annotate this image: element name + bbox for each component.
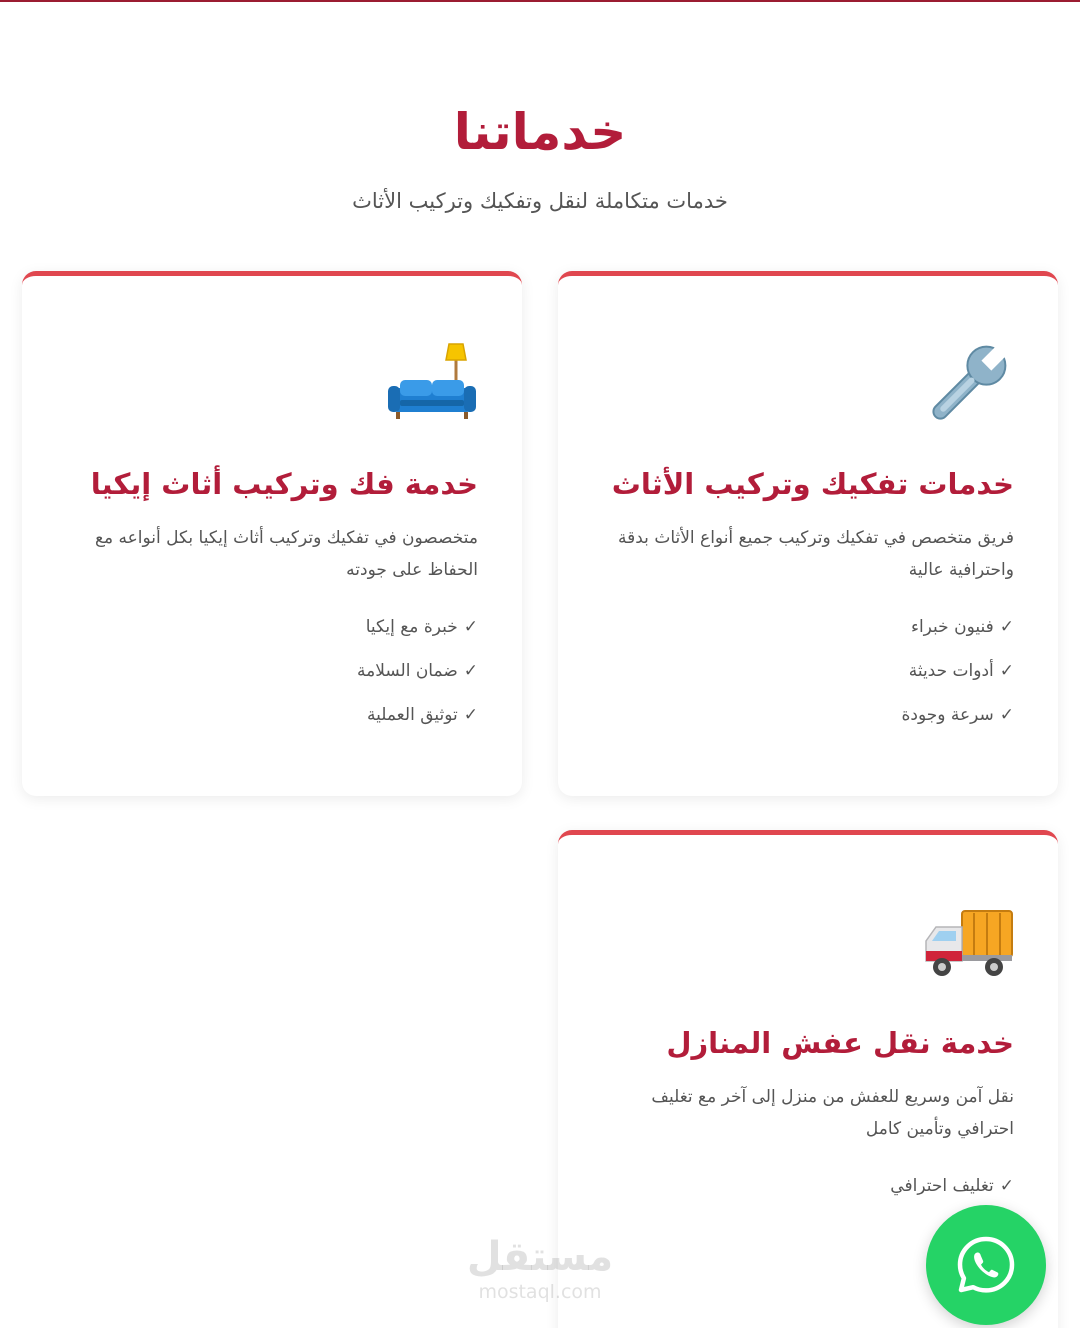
watermark-arabic: مستقل xyxy=(466,1234,614,1280)
card-description: متخصصون في تفكيك وتركيب أثاث إيكيا بكل أنواعه مع الحفاظ على جودته xyxy=(94,528,478,580)
feature-item: ✓خبرة مع إيكيا xyxy=(365,617,478,637)
check-icon: ✓ xyxy=(463,617,478,637)
mostaql-watermark xyxy=(440,1232,640,1302)
feature-item: ✓أدوات حديثة xyxy=(908,661,1014,681)
feature-list xyxy=(66,614,478,728)
service-card-furniture-assembly xyxy=(558,271,1058,796)
check-icon: ✓ xyxy=(463,705,478,725)
feature-item: ✓ضمان السلامة xyxy=(356,661,478,681)
section-subtitle: خدمات متكاملة لنقل وتفكيك وتركيب الأثاث xyxy=(352,189,728,213)
check-icon: ✓ xyxy=(999,1176,1014,1196)
card-title: خدمة نقل عفش المنازل xyxy=(666,1026,1014,1060)
card-description: فريق متخصص في تفكيك وتركيب جميع أنواع الأثاث بدقة واحترافية عالية xyxy=(618,528,1014,580)
service-card-ikea-assembly xyxy=(22,271,522,796)
card-description: نقل آمن وسريع للعفش من منزل إلى آخر مع تغليف احترافي وتأمين كامل xyxy=(651,1087,1014,1139)
feature-item: ✓سرعة وجودة xyxy=(901,705,1014,725)
sofa-lamp-icon xyxy=(386,338,478,430)
check-icon: ✓ xyxy=(999,617,1014,637)
wrench-icon xyxy=(922,338,1014,430)
watermark-latin: mostaql.com xyxy=(478,1281,602,1303)
feature-list xyxy=(602,614,1014,728)
feature-item: ✓فنيون خبراء xyxy=(910,617,1014,637)
card-title: خدمة فك وتركيب أثاث إيكيا xyxy=(90,467,478,501)
check-icon: ✓ xyxy=(999,661,1014,681)
delivery-truck-icon xyxy=(922,897,1014,989)
whatsapp-icon xyxy=(954,1233,1018,1297)
section-title: خدماتنا xyxy=(453,103,627,161)
check-icon: ✓ xyxy=(463,661,478,681)
feature-item: ✓تغليف احترافي xyxy=(890,1176,1014,1196)
top-border-line xyxy=(0,0,1080,2)
whatsapp-button[interactable] xyxy=(926,1205,1046,1325)
feature-item: ✓توثيق العملية xyxy=(366,705,478,725)
card-title: خدمات تفكيك وتركيب الأثاث xyxy=(611,467,1014,501)
check-icon: ✓ xyxy=(999,705,1014,725)
